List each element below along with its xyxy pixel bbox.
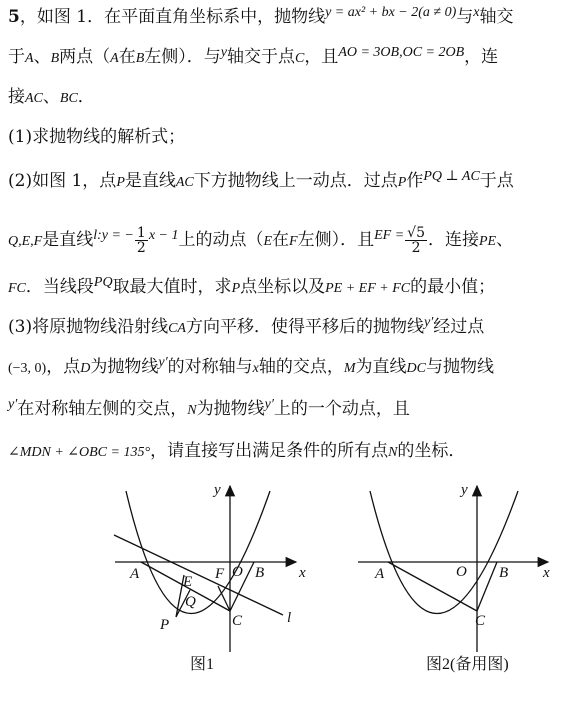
fig2-label-x: x [543,565,550,581]
problem-line-2 [8,46,567,70]
fig2-label-c: C [475,613,486,629]
text-segment: 是直线 [124,171,176,191]
text-segment: 为抛物线 [196,399,265,419]
text-segment: (3)将原抛物线沿射线 [8,317,169,337]
text-segment: 两点（ [59,47,111,67]
text-segment: ．连接 [428,230,479,250]
math-symbol: P [231,281,241,296]
math-symbol: BC [59,91,78,106]
fig2-label-a: A [375,566,385,582]
fig2-label-o: O [456,564,467,580]
math-perpendicular: PQ ⊥ AC [423,169,480,184]
problem-line-3 [8,86,567,110]
math-symbol: AC [175,175,194,190]
math-symbol: C [294,51,305,66]
figure-2 [358,486,548,652]
fig1-segment-pq [176,590,190,617]
fig1-label-c: C [232,613,243,629]
math-symbol: x − 1 [148,228,179,243]
text-segment: ．当线段 [25,277,94,297]
problem-line-11 [8,440,567,464]
text-segment: 作 [406,171,424,191]
problem-line-9 [8,356,567,380]
math-symbol: y′ [158,355,168,370]
text-segment: 、 [496,230,514,250]
text-segment: 下方抛物线上一动点．过点 [193,171,398,191]
text-segment: 接 [8,87,25,107]
text-segment: 与 [456,7,474,27]
text-segment: 为直线 [355,357,407,377]
text-segment: 的对称轴与 [167,357,253,377]
math-symbol: DC [406,361,426,376]
math-symbol: P [397,175,407,190]
math-point: (−3, 0) [8,361,47,376]
fig1-caption: 图1 [190,656,215,673]
question-1: (1)求抛物线的解析式； [8,127,186,147]
math-symbol: EF = [374,228,405,243]
math-angle-condition: ∠MDN + ∠OBC = 135° [8,445,151,460]
fig2-segment-ac [388,562,477,611]
math-symbol: Q,E,F [8,234,43,249]
math-symbol: x [252,361,259,376]
math-symbol: N [187,403,197,418]
text-segment: 轴的交点， [258,357,344,377]
fig1-label-e: E [183,574,193,590]
text-segment: 的坐标． [397,441,466,461]
fig1-parabola [126,491,270,614]
math-symbol: F [289,234,298,249]
problem-line-4 [8,126,567,148]
math-symbol: x [473,5,480,20]
problem-line-10 [8,398,567,422]
text-segment: 、 [42,87,60,107]
math-symbol: FC [8,281,26,296]
text-segment: 上的动点（ [178,230,264,250]
fig1-label-a: A [130,566,140,582]
fig1-label-x: x [299,565,306,581]
math-symbol: CA [168,321,186,336]
text-segment: 方向平移．使得平移后的抛物线 [185,317,424,337]
math-symbol: B [50,51,60,66]
fig1-segment-ac [141,562,230,611]
text-segment: 是直线 [42,230,94,250]
math-symbol: A [110,51,119,66]
fig2-label-b: B [499,565,509,581]
text-segment: 轴交 [479,7,514,27]
fig2-label-y: y [461,482,468,498]
text-segment: 在 [272,230,290,250]
math-symbol: PQ [93,275,113,290]
math-symbol: E [263,234,273,249]
fig1-label-y: y [214,482,221,498]
text-segment: 左侧）．与 [144,47,221,67]
math-symbol: PE [479,234,497,249]
text-segment: ，连 [464,47,499,67]
fig1-line-l [114,535,283,615]
text-segment: ． [77,87,95,107]
math-line-l: l:y = − [93,228,134,243]
fig2-segment-bc [477,562,497,611]
problem-line-7 [8,276,567,300]
problem-line-5 [8,170,567,194]
text-segment: ，且 [304,47,339,67]
math-symbol: y′ [8,397,18,412]
fraction-one-half: $\frac{1}{2}$ [136,225,146,256]
fig1-segment-bc [230,562,254,611]
text-segment: 左侧）．且 [297,230,375,250]
math-symbol: N [388,445,398,460]
text-segment: 取最大值时，求 [112,277,232,297]
math-symbol: y′ [264,397,274,412]
text-segment: 于 [8,47,25,67]
text-segment: 与抛物线 [425,357,494,377]
math-condition: AO = 3OB,OC = 2OB [338,45,465,60]
math-symbol: AC [25,91,43,106]
fig1-label-f: F [215,566,225,582]
problem-line-6 [8,226,567,255]
text-segment: 轴交于点 [226,47,295,67]
math-symbol: y′ [423,315,434,330]
problem-line-1 [8,6,567,30]
math-symbol: y [220,45,227,60]
text-segment: ，请直接写出满足条件的所有点 [150,441,389,461]
math-symbol: A [25,51,34,66]
text-segment: ，点 [46,357,81,377]
fig1-label-p: P [160,617,170,633]
math-symbol: B [135,51,145,66]
text-segment: 点坐标以及 [240,277,326,297]
text-segment: 在 [118,47,136,67]
fig1-segment-pe [176,575,184,617]
math-symbol: D [80,361,91,376]
fig2-parabola [370,491,518,614]
problem-number: 5 [8,7,20,27]
math-symbol: M [343,361,356,376]
math-parabola-equation: y = ax² + bx − 2(a ≠ 0) [325,5,457,20]
math-symbol: P [116,175,125,190]
text-segment: 于点 [479,171,514,191]
fig1-segment-fc [218,586,230,611]
text-segment: 为抛物线 [90,357,159,377]
fig1-label-o: O [232,564,243,580]
problem-line-8 [8,316,567,340]
text-segment: 在对称轴左侧的交点， [17,399,188,419]
math-sum-expression: PE + EF + FC [325,281,411,296]
text-segment: 经过点 [433,317,485,337]
fig2-caption: 图2(备用图) [426,656,509,673]
fraction-sqrt5-over-2: $\frac{√5}{2}$ [407,225,425,256]
text-segment: (2)如图 1，点 [8,171,117,191]
text-segment: ，如图 1．在平面直角坐标系中，抛物线 [19,7,326,27]
fig1-label-l: l [287,610,292,626]
text-segment: 上的一个动点，且 [273,399,410,419]
fig1-label-q: Q [185,594,196,610]
fig1-label-b: B [255,565,265,581]
text-segment: 、 [33,47,51,67]
text-segment: 的最小值； [410,277,496,297]
